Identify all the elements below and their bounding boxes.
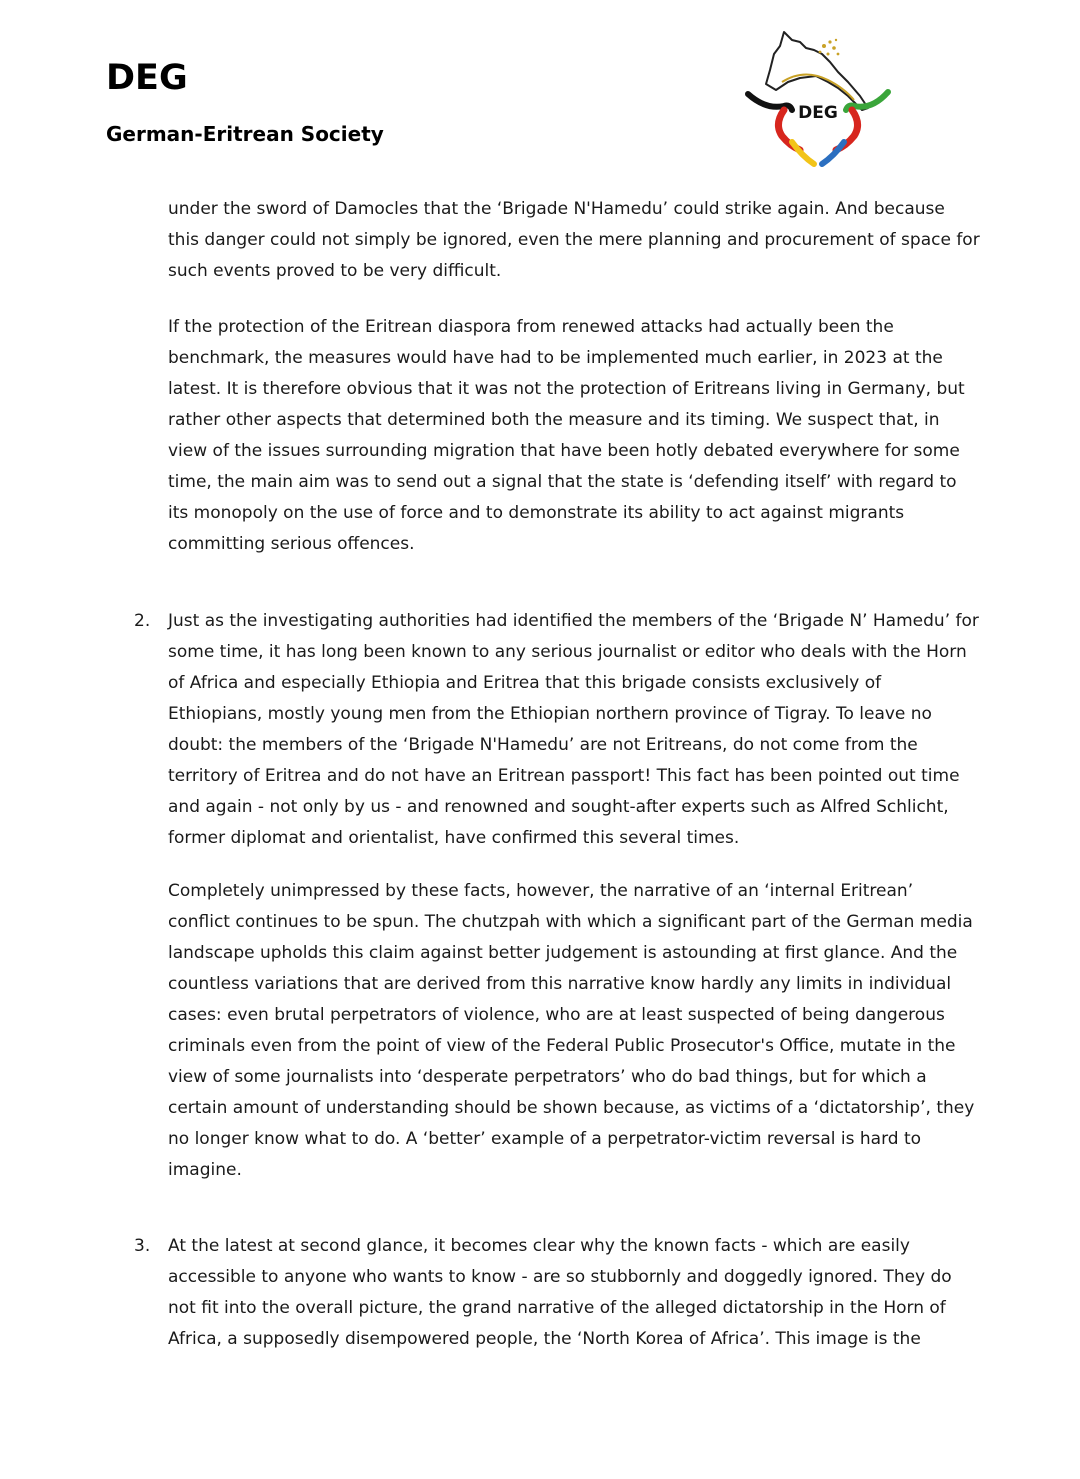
paragraph-continuation: under the sword of Damocles that the ‘Brigade N'Hamedu’ could strike again. And because this danger could not simply be ignored, even the mere planning and procurement of space for such events proved to be very difficult.: [168, 199, 980, 281]
org-short-name: DEG: [106, 58, 188, 98]
paragraph-protection: If the protection of the Eritrean diaspora from renewed attacks had actually been the benchmark, the measures would have had to be implemented much earlier, in 2023 at the latest. It is therefore obvious that it was not the protection of Eritreans living in Germany, but rather other aspects that determined both the measure and its timing. We suspect that, in view of the issues surrounding migration that have been hotly debated everywhere for some time, the main aim was to send out a signal that the state is ‘defending itself’ with regard to its monopoly on the use of force and to demonstrate its ability to act against migrants committing serious offences.: [168, 317, 965, 554]
logo-text: DEG: [798, 103, 838, 123]
eritrea-map-horns-logo-icon: [744, 24, 892, 170]
paragraph-second-glance: At the latest at second glance, it becomes clear why the known facts - which are easily accessible to anyone who wants to know - are so stubbornly and doggedly ignored. They do not fit into the overall picture, the grand narrative of the alleged dictatorship in the Horn of Africa, a supposedly disempowered people, the ‘North Korea of Africa’. This image is the: [168, 1236, 952, 1349]
list-number-3: 3.: [134, 1236, 151, 1256]
paragraph-narrative: Completely unimpressed by these facts, however, the narrative of an ‘internal Eritrean’ conflict continues to be spun. The chutzpah with which a significant part of the German media landscape upholds this claim against better judgement is astounding at first glance. And the countless variations that are derived from this narrative know hardly any limits in individual cases: even brutal perpetrators of violence, who are at least suspected of being dangerous criminals even from the point of view of the Federal Public Prosecutor's Office, mutate in the view of some journalists into ‘desperate perpetrators’ who do bad things, but for which a certain amount of understanding should be shown because, as victims of a ‘dictatorship’, they no longer know what to do. A ‘better’ example of a perpetrator-victim reversal is hard to imagine.: [168, 881, 975, 1180]
org-full-name: German-Eritrean Society: [106, 122, 384, 146]
list-number-2: 2.: [134, 611, 151, 631]
paragraph-brigade-members: Just as the investigating authorities had identified the members of the ‘Brigade N’ Hamedu’ for some time, it has long been known to any serious journalist or editor who deals with the Horn of Africa and especially Ethiopia and Eritrea that this brigade consists exclusively of Ethiopians, mostly young men from the Ethiopian northern province of Tigray. To leave no doubt: the members of the ‘Brigade N'Hamedu’ are not Eritreans, do not come from the territory of Eritrea and do not have an Eritrean passport! This fact has been pointed out time and again - not only by us - and renowned and sought-after experts such as Alfred Schlicht, former diplomat and orientalist, have confirmed this several times.: [168, 611, 979, 848]
